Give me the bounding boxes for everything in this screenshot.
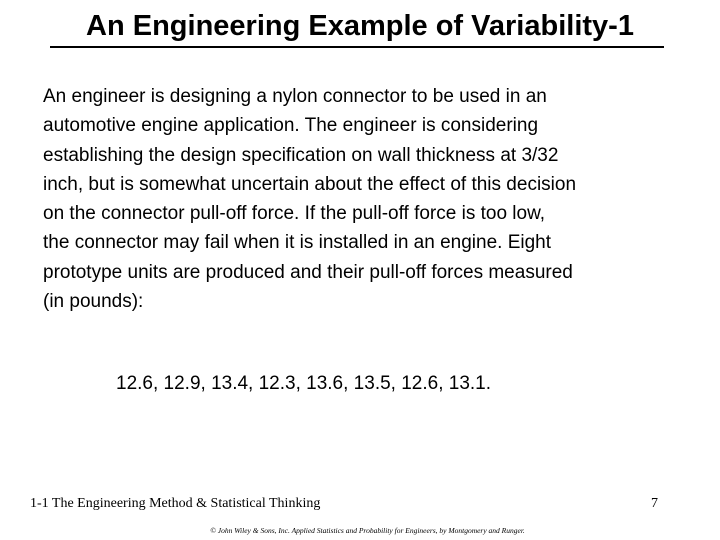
- problem-statement: [43, 82, 683, 316]
- body-line: automotive engine application. The engineer is considering: [43, 115, 539, 137]
- copyright-notice: © John Wiley & Sons, Inc. Applied Statistics and Probability for Engineers, by Montgomery and Runger.: [210, 526, 525, 535]
- page-number: 7: [651, 496, 658, 511]
- body-line: (in pounds):: [43, 291, 144, 313]
- body-line: An engineer is designing a nylon connector to be used in an: [43, 86, 547, 107]
- title-underline: [50, 46, 664, 48]
- slide-title: An Engineering Example of Variability-1: [86, 10, 634, 42]
- body-line: prototype units are produced and their pull-off forces measured: [43, 261, 573, 283]
- footer-section-label: 1-1 The Engineering Method & Statistical Thinking: [30, 496, 321, 511]
- pull-off-force-values: 12.6, 12.9, 13.4, 12.3, 13.6, 13.5, 12.6, 13.1.: [116, 373, 492, 394]
- body-line: on the connector pull-off force. If the pull-off force is too low,: [43, 203, 546, 225]
- body-line: establishing the design specification on wall thickness at 3/32: [43, 144, 559, 166]
- body-line: inch, but is somewhat uncertain about the effect of this decision: [43, 173, 577, 195]
- body-line: the connector may fail when it is installed in an engine. Eight: [43, 232, 552, 254]
